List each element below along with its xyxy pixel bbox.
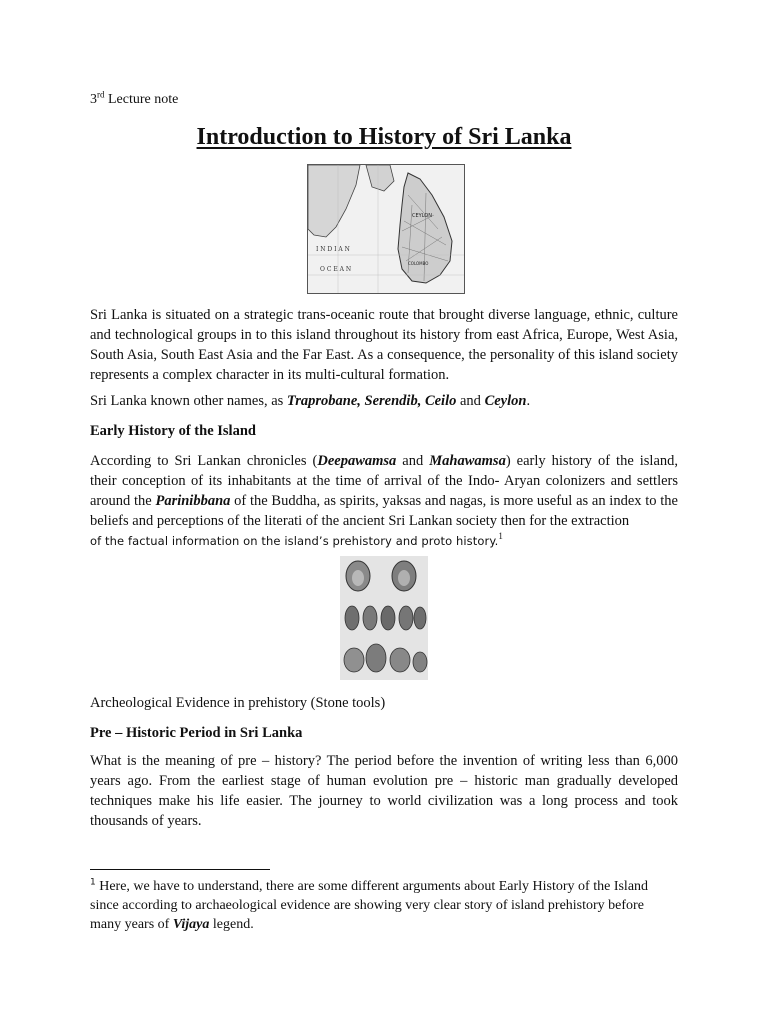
parinibbana-term: Parinibbana (155, 493, 231, 509)
other-names-last: Ceylon (484, 393, 527, 409)
chronicles-text-d: of the factual information on the island’s prehistory and proto history. (90, 534, 499, 548)
intro-paragraph: Sri Lanka is situated on a strategic trans-oceanic route that brought diverse language, ethnic, culture and technological groups in to this island throughout its history from east Africa, Europe, West Asia, South Asia, South East Asia and the Far East. As a consequence, the personality of this island society represents a complex character in its multi-cultural formation. (90, 307, 678, 383)
other-names-prefix: Sri Lanka known other names, as (90, 393, 287, 409)
map-label-colombo: COLOMBO (408, 261, 429, 266)
lecture-ordinal: rd (97, 89, 105, 100)
stone-tools-drawing (340, 556, 428, 680)
footnote-divider (90, 869, 270, 870)
footnote-reference[interactable]: 1 (498, 531, 503, 542)
lecture-number: 3 (90, 92, 97, 107)
footnote-end: legend. (209, 917, 254, 932)
chronicles-and: and (396, 453, 430, 469)
page-title: Introduction to History of Sri Lanka (196, 124, 572, 150)
footnote-mark: 1 (90, 877, 96, 888)
chronicles-text-a: According to Sri Lankan chronicles ( (90, 453, 318, 469)
heading-early-history: Early History of the Island (90, 423, 256, 439)
lecture-label (90, 89, 179, 108)
other-names-list: Traprobane, Serendib, Ceilo (286, 393, 457, 409)
other-names-paragraph (90, 391, 678, 411)
map-label-ceylon: CEYLON (412, 213, 432, 219)
map-drawing (308, 165, 464, 293)
chronicles-text-b: ) early history of the island, their conception of its inhabitants at the time of arrival of the Indo- Aryan colonizers and settlers around the (90, 453, 679, 509)
sri-lanka-map-image (307, 164, 465, 294)
footnote (90, 877, 678, 934)
deepawamsa-term: Deepawamsa (317, 453, 397, 469)
lecture-text: Lecture note (104, 92, 179, 107)
other-names-and: and (456, 393, 485, 409)
stone-tools-caption: Archeological Evidence in prehistory (Stone tools) (90, 695, 386, 711)
map-label-ocean: O C E A N (320, 266, 352, 273)
stone-tools-image (340, 556, 428, 680)
chronicles-paragraph (90, 451, 678, 551)
heading-pre-historic: Pre – Historic Period in Sri Lanka (90, 725, 303, 741)
other-names-end: . (526, 393, 531, 409)
mahawamsa-term: Mahawamsa (429, 453, 506, 469)
footnote-text: Here, we have to understand, there are some different arguments about Early History of the Island since according to archaeological evidence are showing very clear story of island prehistory before many years of (90, 879, 649, 932)
map-label-indian: I N D I A N (316, 246, 350, 253)
vijaya-term: Vijaya (172, 917, 210, 932)
chronicles-text-c: of the Buddha, as spirits, yaksas and nagas, is more useful as an index to the beliefs and perceptions of the literati of the ancient Sri Lankan society then for the extraction (90, 493, 678, 529)
prehistory-paragraph: What is the meaning of pre – history? The period before the invention of writing less than 6,000 years ago. From the earliest stage of human evolution pre – historic man gradually developed techniques make his life easier. The journey to world civilization was a long process and took thousands of years. (90, 753, 678, 829)
